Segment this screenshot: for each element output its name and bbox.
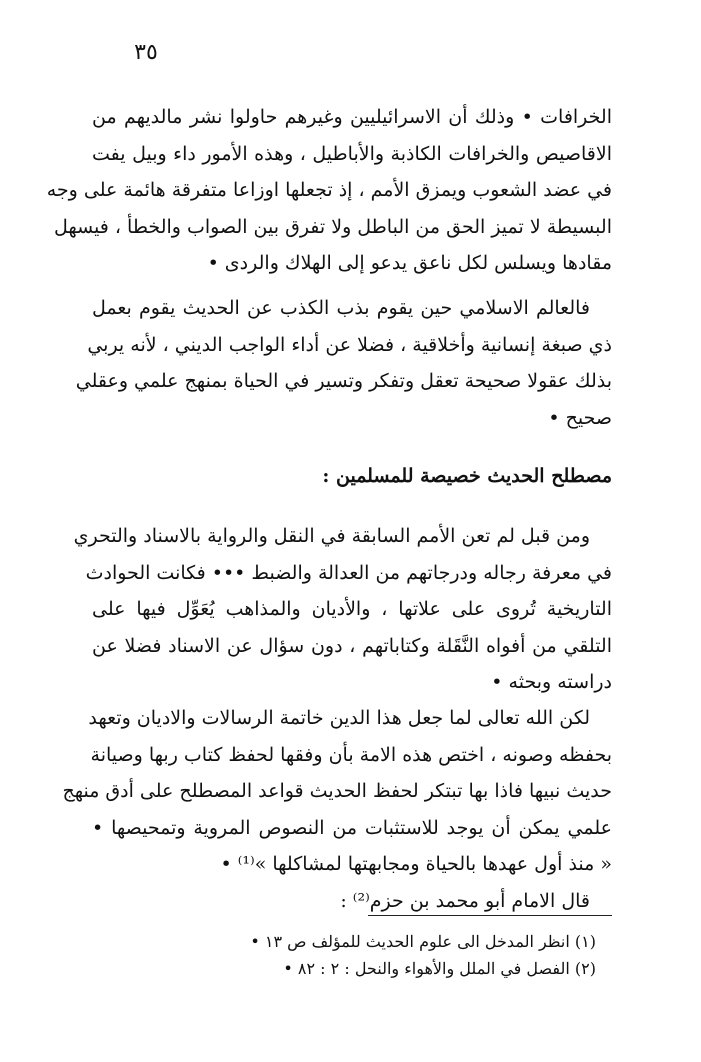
footnote-separator <box>368 915 612 916</box>
paragraph-line: علمي يمكن أن يوجد للاستثبات من النصوص المروية وتمحيصها • <box>92 816 612 839</box>
paragraph-line: مقادها ويسلس لكل ناعق يدعو إلى الهلاك والردى • <box>207 252 612 274</box>
page-number: ٣٥ <box>134 40 158 65</box>
paragraph-line: حديث نبيها فاذا بها تبتكر لحفظ الحديث قواعد المصطلح على أدق منهج <box>62 780 612 802</box>
paragraph-line: بحفظه وصونه ، اختص هذه الامة بأن وفقها لحفظ كتاب ربها وصيانة <box>90 743 612 766</box>
paragraph-line: صحيح • <box>548 406 612 429</box>
footnote-1: (١) انظر المدخل الى علوم الحديث للمؤلف ص ١٣ • <box>250 932 596 951</box>
paragraph-line: لكن الله تعالى لما جعل هذا الدين خاتمة الرسالات والاديان وتعهد <box>88 707 590 729</box>
paragraph-line: التاريخية تُروى على علاتها ، والأديان والمذاهب يُعَوِّل فيها على <box>92 598 612 620</box>
paragraph-line: « منذ أول عهدها بالحياة ومجابهتها لمشاكلها »⁽¹⁾ • <box>220 853 612 875</box>
paragraph-line: دراسته وبحثه • <box>491 671 612 693</box>
paragraph-line: بذلك عقولا صحيحة تعقل وتفكر وتسير في الحياة بمنهج علمي وعقلي <box>75 370 612 392</box>
paragraph-2 <box>75 290 612 436</box>
paragraph-line: في عضد الشعوب ويمزق الأمم ، إذ تجعلها اوزاعا متفرقة هائمة على وجه <box>46 179 612 201</box>
paragraph-1 <box>46 99 612 282</box>
paragraph-3 <box>73 518 612 701</box>
section-heading: مصطلح الحديث خصيصة للمسلمين : <box>322 465 612 487</box>
paragraph-line: في معرفة رجاله ودرجاتهم من العدالة والضبط ••• فكانت الحوادث <box>85 561 612 584</box>
paragraph-line: ذي صبغة إنسانية وأخلاقية ، فضلا عن أداء الواجب الديني ، لأنه يربي <box>87 333 612 356</box>
paragraph-4 <box>62 700 612 919</box>
footnote-2: (٢) الفصل في الملل والأهواء والنحل : ٢ : ٨٢ • <box>283 959 596 978</box>
paragraph-line: البسيطة لا تميز الحق من الباطل ولا تفرق بين الصواب والخطأ ، فيسهل <box>53 215 612 238</box>
paragraph-line: ومن قبل لم تعن الأمم السابقة في النقل والرواية بالاسناد والتحري <box>73 525 590 547</box>
footnotes <box>150 928 596 982</box>
paragraph-line: الاقاصيص والخرافات الكاذبة والأباطيل ، وهذه الأمور داء وبيل يفت <box>92 142 612 165</box>
paragraph-line: الخرافات • وذلك أن الاسرائيليين وغيرهم حاولوا نشر مالديهم من <box>92 106 612 128</box>
paragraph-line: قال الامام أبو محمد بن حزم⁽²⁾ : <box>340 889 590 912</box>
paragraph-line: فالعالم الاسلامي حين يقوم بذب الكذب عن الحديث يقوم بعمل <box>92 297 590 319</box>
paragraph-line: التلقي من أفواه النَّقَلة وكتاباتهم ، دون سؤال عن الاسناد فضلا عن <box>92 634 612 657</box>
